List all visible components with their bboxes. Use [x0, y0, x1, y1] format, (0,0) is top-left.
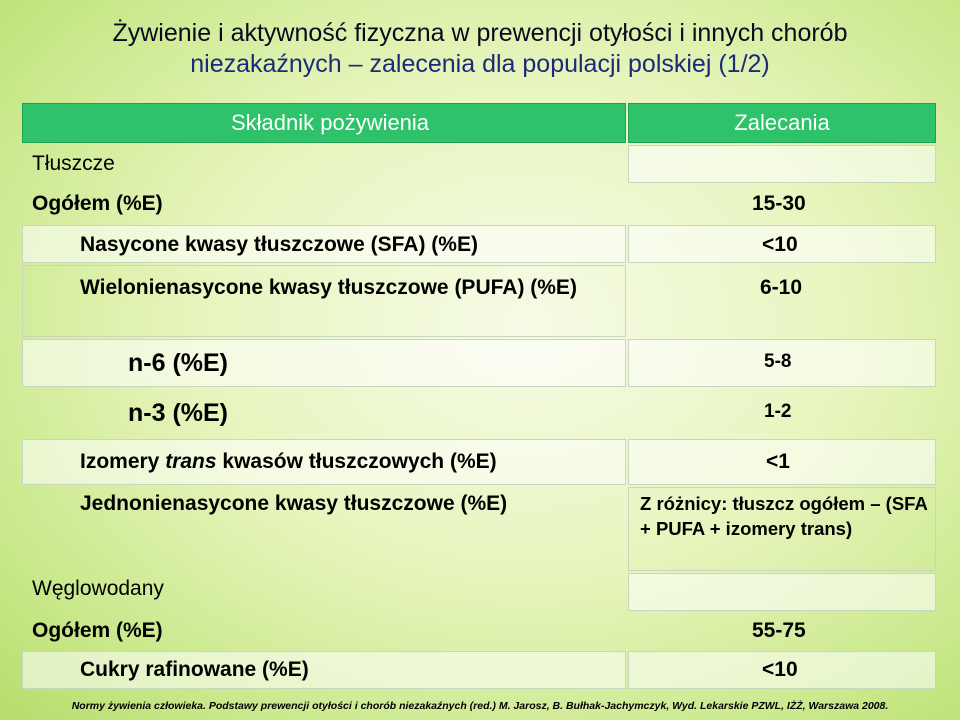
table-row — [22, 487, 936, 571]
source-citation: Normy żywienia człowieka. Podstawy prewencji otyłości i chorób niezakaźnych (red.) M. Jarosz, B. Bułhak-Jachymczyk, Wyd. Lekarskie PZWL, IŻŻ, Warszawa 2008. — [71, 700, 889, 712]
table-header-row — [22, 103, 936, 143]
table-row — [22, 185, 936, 223]
row-value-pufa: 6-10 — [760, 276, 803, 299]
row-label-n6: n-6 (%E) — [128, 349, 228, 377]
row-value-total-fat: 15-30 — [752, 192, 806, 215]
header-cell-component — [22, 103, 626, 143]
header-cell-recommendation — [628, 103, 936, 143]
table-row — [22, 439, 936, 485]
table-row — [22, 265, 936, 337]
row-label-mufa: Jednonienasycone kwasy tłuszczowe (%E) — [80, 492, 508, 515]
header-recommendation-label: Zalecania — [734, 110, 830, 135]
table-row — [22, 225, 936, 263]
table-row — [22, 339, 936, 387]
section-row-fats — [22, 145, 936, 183]
row-label-trans: Izomery trans kwasów tłuszczowych (%E) — [80, 450, 497, 473]
row-value-sugar: <10 — [762, 658, 798, 681]
row-value-n3: 1-2 — [764, 401, 792, 422]
title-line-1: Żywienie i aktywność fizyczna w prewencji otyłości i innych chorób — [112, 19, 848, 47]
table-row — [22, 651, 936, 689]
table-row — [22, 389, 936, 437]
row-label-sugar: Cukry rafinowane (%E) — [80, 658, 309, 681]
title-line-2: niezakaźnych – zalecenia dla populacji polskiej (1/2) — [190, 50, 770, 78]
row-value-n6: 5-8 — [764, 351, 792, 372]
section-label-fats: Tłuszcze — [32, 152, 115, 175]
section-row-carbs — [22, 573, 936, 611]
row-label-pufa: Wielonienasycone kwasy tłuszczowe (PUFA) (%E) — [80, 276, 577, 299]
row-label-n3: n-3 (%E) — [128, 399, 228, 427]
row-value-trans: <1 — [766, 450, 790, 473]
header-component-label: Składnik pożywienia — [230, 110, 430, 135]
row-value-total-carb: 55-75 — [752, 619, 806, 642]
row-value-mufa: Z różnicy: tłuszcz ogółem – (SFA + PUFA + izomery trans) — [640, 493, 928, 539]
table-row — [22, 613, 936, 649]
row-value-sfa: <10 — [762, 233, 798, 256]
section-label-carbs: Węglowodany — [32, 577, 164, 600]
row-label-total-fat: Ogółem (%E) — [32, 192, 163, 215]
row-label-total-carb: Ogółem (%E) — [32, 619, 163, 642]
slide-title — [0, 18, 960, 80]
row-label-sfa: Nasycone kwasy tłuszczowe (SFA) (%E) — [80, 233, 478, 256]
